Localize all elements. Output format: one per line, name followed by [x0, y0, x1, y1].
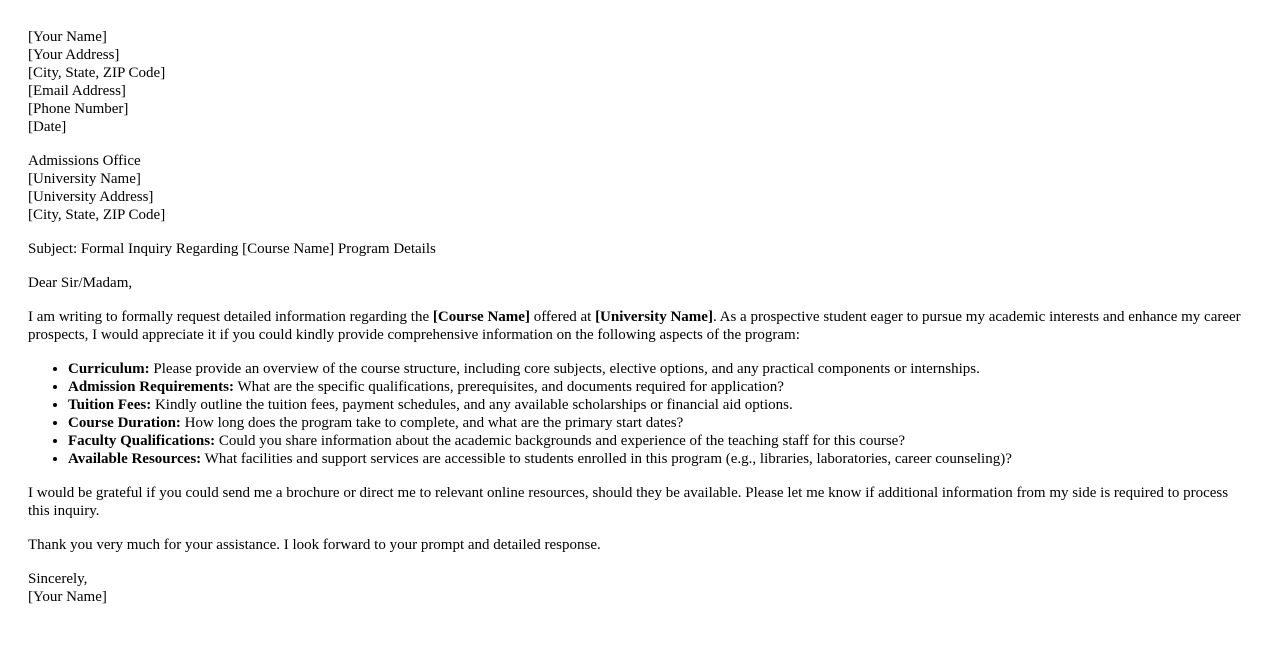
sender-phone: [Phone Number] [28, 101, 129, 117]
recipient-city-state-zip: [City, State, ZIP Code] [28, 207, 166, 223]
list-item [68, 414, 1250, 432]
list-item [68, 432, 1250, 450]
letter-document [28, 28, 1250, 622]
list-item [68, 396, 1250, 414]
sender-address: [Your Address] [28, 47, 120, 63]
intro-paragraph [28, 308, 1250, 344]
list-item-text: What facilities and support services are accessible to students enrolled in this program (e.g., libraries, laboratories, career counseling)? [201, 451, 1012, 467]
list-item-text: How long does the program take to complete, and what are the primary start dates? [180, 415, 684, 431]
list-item-label: Course Duration: [68, 415, 181, 431]
intro-text-2: offered at [529, 309, 596, 325]
sender-name: [Your Name] [28, 29, 107, 45]
list-item-label: Curriculum: [68, 361, 150, 377]
intro-text-3: . As a prospective student eager to pursue my academic interests and enhance my career prospects, I would appreciate it if you could kindly provide comprehensive information on the following aspects of the program: [28, 309, 1241, 343]
list-item-label: Admission Requirements: [68, 379, 234, 395]
closing-paragraph: I would be grateful if you could send me a brochure or direct me to relevant online resources, should they be available. Please let me know if additional information from my side is required to process this inquiry. [28, 485, 1229, 519]
list-item [68, 450, 1250, 468]
sender-email: [Email Address] [28, 83, 126, 99]
list-item-text: Could you share information about the academic backgrounds and experience of the teaching staff for this course? [215, 433, 905, 449]
signature-name: [Your Name] [28, 589, 107, 605]
list-item-text: What are the specific qualifications, prerequisites, and documents required for application? [233, 379, 784, 395]
recipient-office: Admissions Office [28, 153, 141, 169]
inquiry-list [28, 360, 1250, 468]
recipient-address-block [28, 152, 1250, 224]
letter-date: [Date] [28, 119, 67, 135]
recipient-university-name: [University Name] [28, 171, 141, 187]
list-item [68, 360, 1250, 378]
list-item-text: Please provide an overview of the course structure, including core subjects, elective options, and any practical components or internships. [149, 361, 980, 377]
signoff: Sincerely, [28, 571, 88, 587]
salutation: Dear Sir/Madam, [28, 275, 133, 291]
list-item-label: Faculty Qualifications: [68, 433, 216, 449]
intro-university-name: [University Name] [595, 309, 713, 325]
thanks-paragraph: Thank you very much for your assistance. I look forward to your prompt and detailed response. [28, 537, 601, 553]
recipient-university-address: [University Address] [28, 189, 154, 205]
list-item-label: Tuition Fees: [68, 397, 152, 413]
subject-line: Subject: Formal Inquiry Regarding [Course Name] Program Details [28, 241, 436, 257]
sender-address-block [28, 28, 1250, 136]
list-item-label: Available Resources: [68, 451, 202, 467]
sender-city-state-zip: [City, State, ZIP Code] [28, 65, 166, 81]
intro-text-1: I am writing to formally request detailed information regarding the [28, 309, 433, 325]
list-item-text: Kindly outline the tuition fees, payment schedules, and any available scholarships or financial aid options. [151, 397, 793, 413]
signature-block [28, 570, 1250, 606]
list-item [68, 378, 1250, 396]
intro-course-name: [Course Name] [432, 309, 530, 325]
